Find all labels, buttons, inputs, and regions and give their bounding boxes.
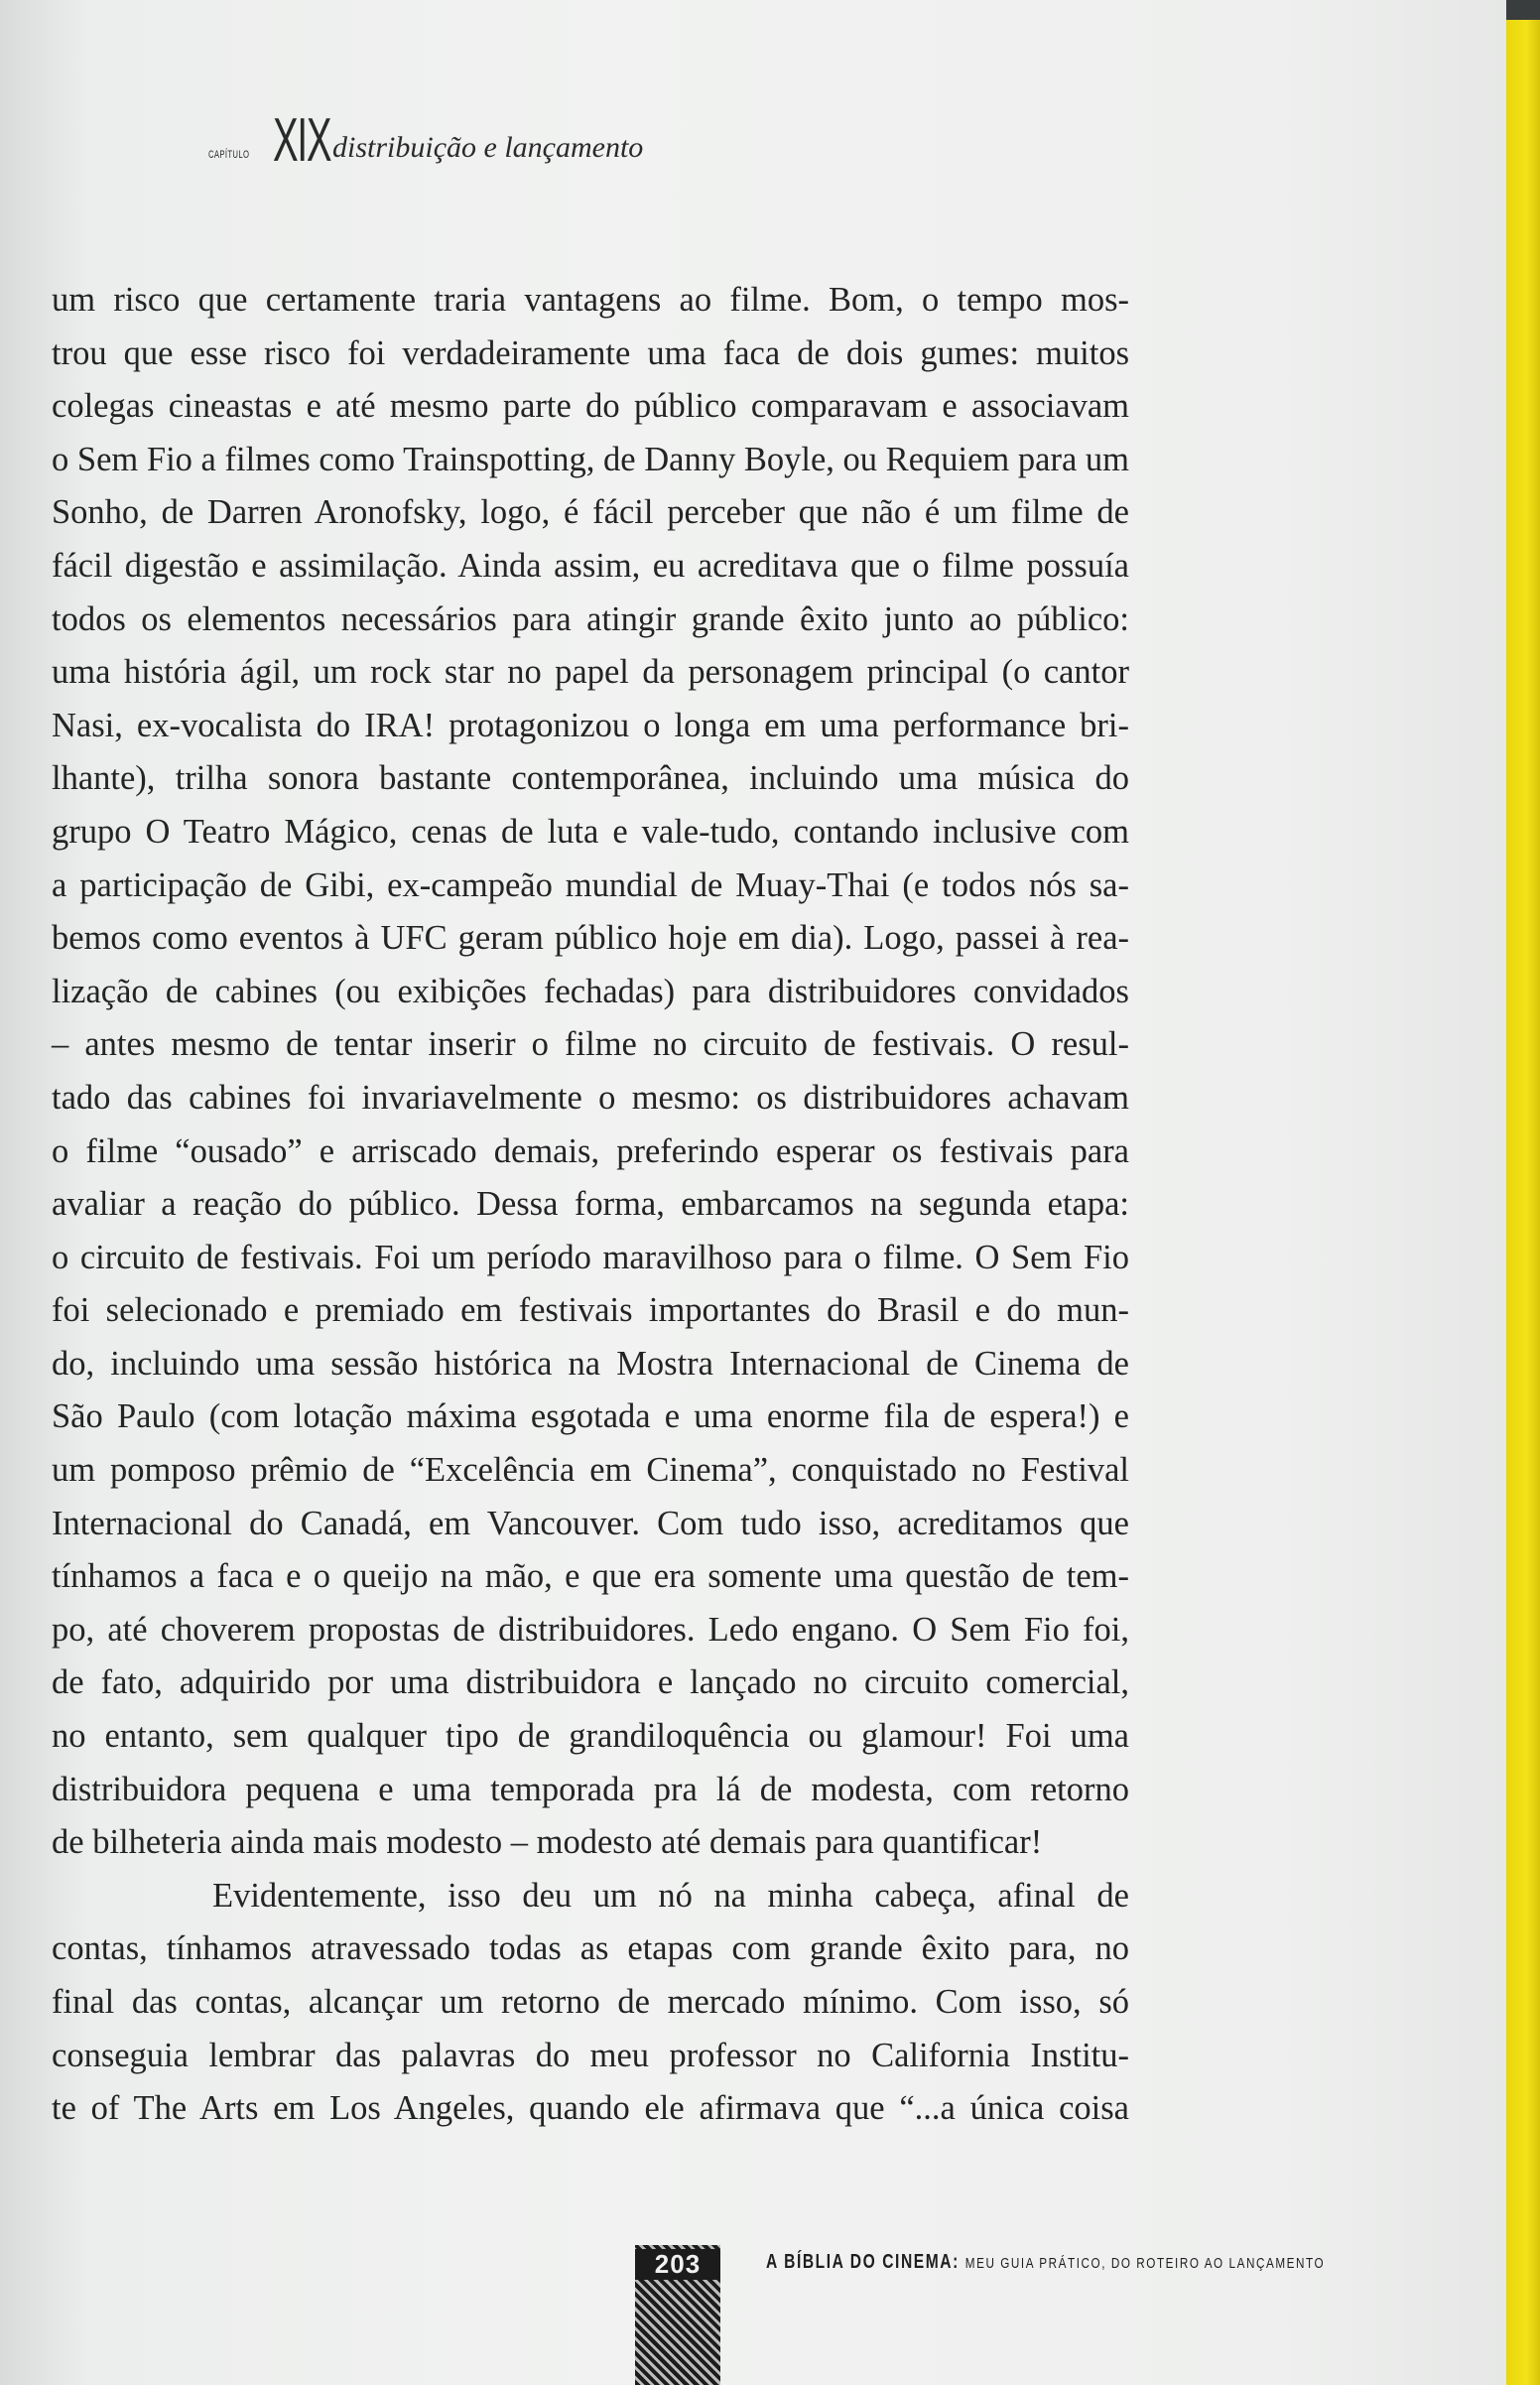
paragraph-start-line: Evidentemente, isso deu um nó na minha cabeça, afinal de (212, 1876, 1129, 1915)
book-title-main: A BÍBLIA DO CINEMA: (766, 2251, 960, 2273)
chapter-number: XIX (273, 106, 331, 175)
yellow-page-edge (1506, 20, 1540, 2385)
body-text (52, 274, 1129, 2136)
running-footer (635, 2245, 1506, 2385)
text-line: São Paulo (com lotação máxima esgotada e uma enorme fila de espera!) e (52, 1397, 1129, 1436)
book-title-subtitle: MEU GUIA PRÁTICO, DO ROTEIRO AO LANÇAMENTO (964, 2255, 1326, 2272)
text-line: um risco que certamente traria vantagens ao filme. Bom, o tempo mos- (52, 281, 1129, 319)
text-line: do, incluindo uma sessão histórica na Mostra Internacional de Cinema de (52, 1344, 1129, 1383)
text-line: final das contas, alcançar um retorno de mercado mínimo. Com isso, só (52, 1983, 1129, 2021)
text-line: tínhamos a faca e o queijo na mão, e que era somente uma questão de tem- (52, 1557, 1129, 1596)
text-line: Sonho, de Darren Aronofsky, logo, é fácil perceber que não é um filme de (52, 493, 1129, 532)
text-line: um pomposo prêmio de “Excelência em Cinema”, conquistado no Festival (52, 1451, 1129, 1490)
text-line: po, até choverem propostas de distribuidores. Ledo engano. O Sem Fio foi, (52, 1610, 1129, 1649)
text-line: – antes mesmo de tentar inserir o filme no circuito de festivais. O resul- (52, 1025, 1129, 1064)
text-line: Internacional do Canadá, em Vancouver. Com tudo isso, acreditamos que (52, 1504, 1129, 1542)
text-line: de fato, adquirido por uma distribuidora e lançado no circuito comercial, (52, 1663, 1129, 1702)
text-line: te of The Arts em Los Angeles, quando ele afirmava que “...a única coisa (52, 2089, 1129, 2128)
text-line: o Sem Fio a filmes como Trainspotting, de Danny Boyle, ou Requiem para um (52, 440, 1129, 478)
text-line: lização de cabines (ou exibições fechadas) para distribuidores convidados (52, 972, 1129, 1010)
text-line: bemos como eventos à UFC geram público hoje em dia). Logo, passei à rea- (52, 919, 1129, 958)
text-line: a participação de Gibi, ex-campeão mundial de Muay-Thai (e todos nós sa- (52, 865, 1129, 904)
text-line: fácil digestão e assimilação. Ainda assim, eu acreditava que o filme possuía (52, 546, 1129, 585)
page-number: 203 (635, 2249, 720, 2280)
text-line: avaliar a reação do público. Dessa forma, embarcamos na segunda etapa: (52, 1185, 1129, 1224)
text-line: de bilheteria ainda mais modesto – modesto até demais para quantificar! (52, 1823, 1043, 1862)
text-line: no entanto, sem qualquer tipo de grandiloquência ou glamour! Foi uma (52, 1717, 1129, 1756)
text-line: distribuidora pequena e uma temporada pra lá de modesta, com retorno (52, 1770, 1129, 1808)
background-edge (1506, 0, 1540, 20)
text-line: o circuito de festivais. Foi um período maravilhoso para o filme. O Sem Fio (52, 1238, 1129, 1276)
page-number-block (635, 2245, 720, 2385)
text-line: uma história ágil, um rock star no papel da personagem principal (o cantor (52, 653, 1129, 692)
text-line: conseguia lembrar das palavras do meu professor no California Institu- (52, 2036, 1129, 2074)
chapter-word: CAPÍTULO (208, 149, 250, 161)
text-line: colegas cineastas e até mesmo parte do público comparavam e associavam (52, 387, 1129, 426)
text-line: grupo O Teatro Mágico, cenas de luta e vale-tudo, contando inclusive com (52, 812, 1129, 851)
chapter-title: distribuição e lançamento (332, 131, 644, 164)
text-line: Nasi, ex-vocalista do IRA! protagonizou o longa em uma performance bri- (52, 706, 1129, 744)
text-line: tado das cabines foi invariavelmente o mesmo: os distribuidores achavam (52, 1078, 1129, 1117)
text-line: o filme “ousado” e arriscado demais, preferindo esperar os festivais para (52, 1131, 1129, 1170)
book-title (766, 2251, 1325, 2274)
running-header (208, 99, 644, 175)
text-line: contas, tínhamos atravessado todas as etapas com grande êxito para, no (52, 1929, 1129, 1968)
text-line: foi selecionado e premiado em festivais importantes do Brasil e do mun- (52, 1291, 1129, 1330)
text-line: lhante), trilha sonora bastante contemporânea, incluindo uma música do (52, 759, 1129, 798)
text-line: todos os elementos necessários para atingir grande êxito junto ao público: (52, 599, 1129, 638)
text-line: trou que esse risco foi verdadeiramente uma faca de dois gumes: muitos (52, 333, 1129, 372)
